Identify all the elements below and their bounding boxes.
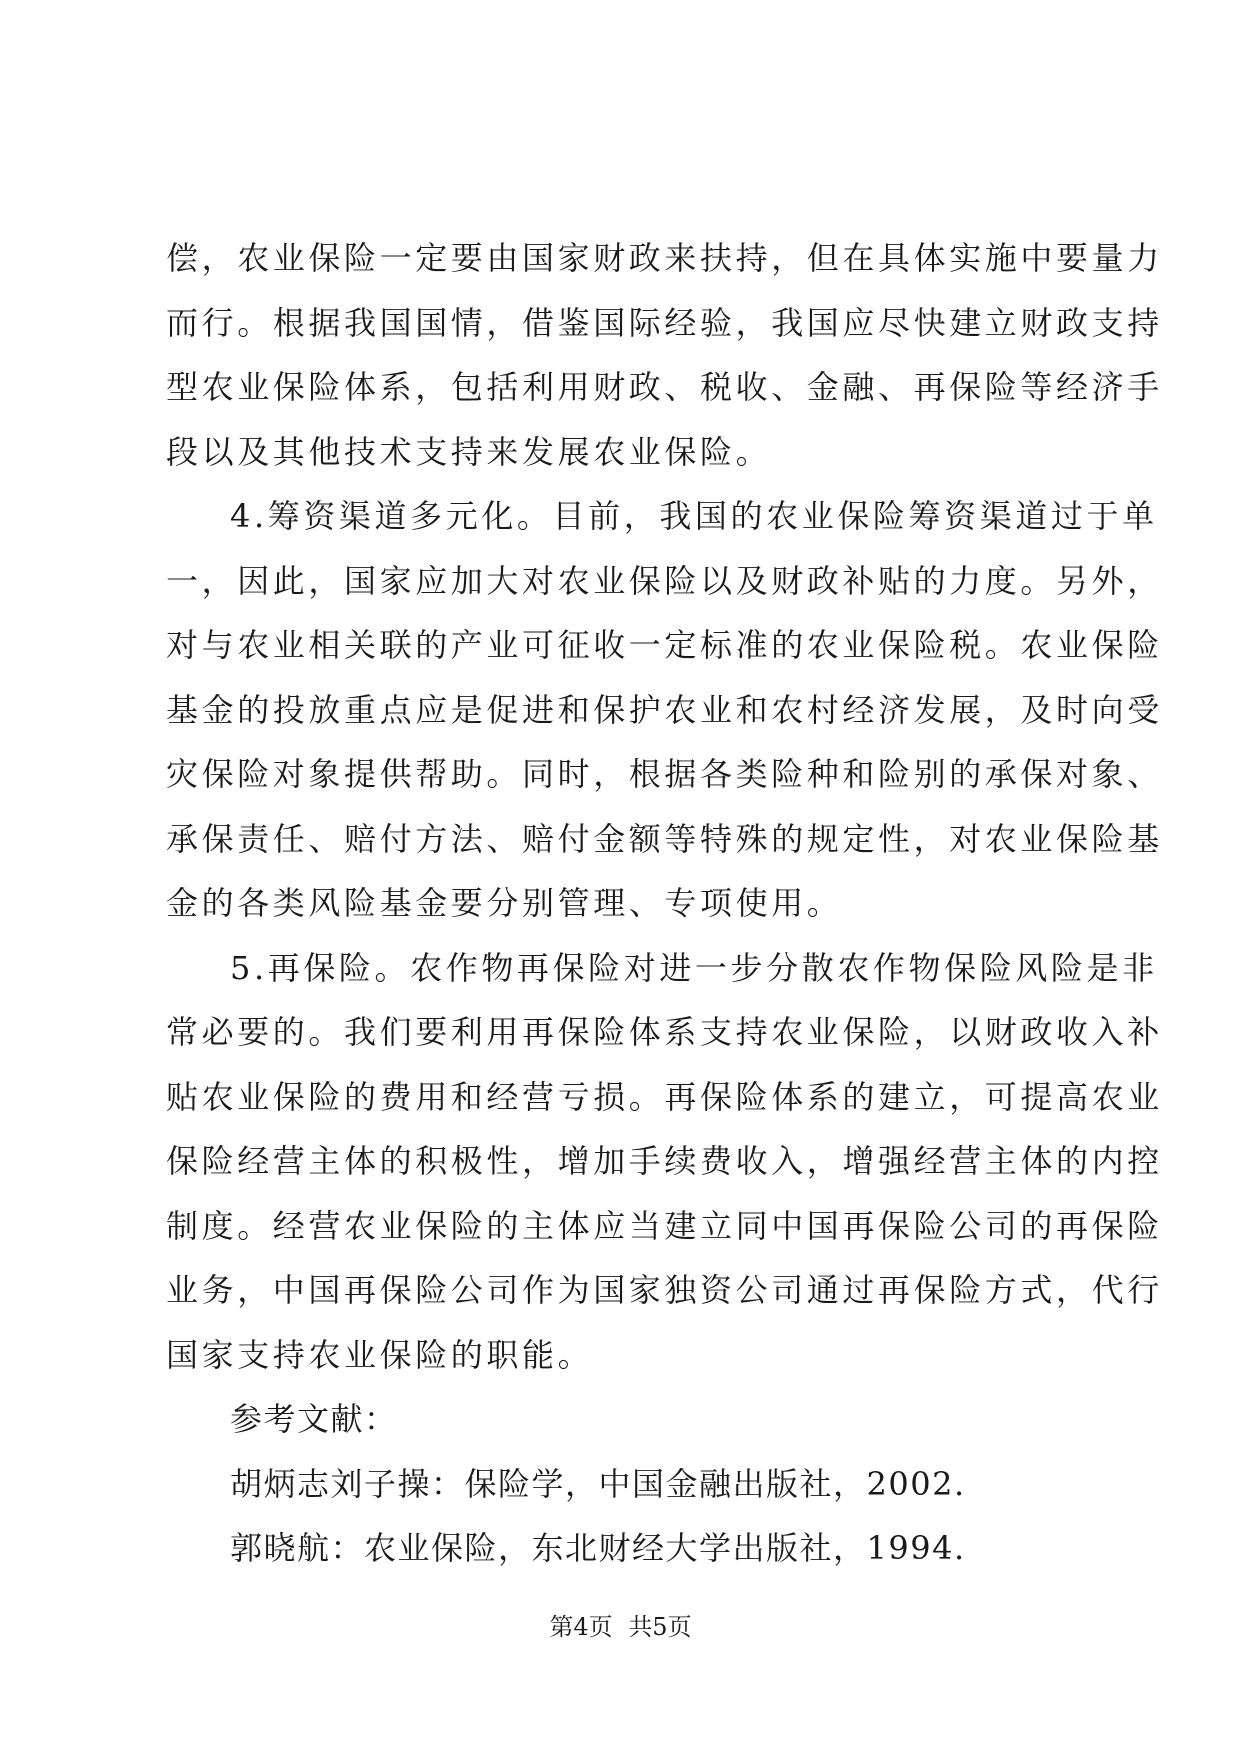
references-heading: 参考文献： <box>230 1400 398 1438</box>
body-line: 金的各类风险基金要分别管理、专项使用。 <box>166 884 843 922</box>
references-section <box>166 1387 1076 1581</box>
page-total: 共5页 <box>628 1613 692 1641</box>
document-body <box>166 226 1163 1581</box>
body-line: 保险经营主体的积极性，增加手续费收入，增强经营主体的内控 <box>166 1142 1163 1180</box>
body-line: 承保责任、赔付方法、赔付金额等特殊的规定性，对农业保险基 <box>166 819 1163 858</box>
paragraph-start-line: 4.筹资渠道多元化。目前，我国的农业保险筹资渠道过于单 <box>230 497 1158 535</box>
body-line: 基金的投放重点应是促进和保护农业和农村经济发展，及时向受 <box>166 690 1163 729</box>
body-line: 业务，中国再保险公司作为国家独资公司通过再保险方式，代行 <box>166 1271 1163 1309</box>
body-line: 国家支持农业保险的职能。 <box>166 1335 594 1374</box>
page-footer <box>0 1612 1241 1642</box>
body-line: 而行。根据我国国情，借鉴国际经验，我国应尽快建立财政支持 <box>166 303 1163 342</box>
paragraph-start-line: 5.再保险。农作物再保险对进一步分散农作物保险风险是非 <box>230 948 1158 987</box>
body-line: 一，因此，国家应加大对农业保险以及财政补贴的力度。另外， <box>166 561 1163 600</box>
reference-item: 胡炳志刘子操：保险学，中国金融出版社，2002. <box>230 1464 966 1503</box>
body-line: 段以及其他技术支持来发展农业保险。 <box>166 432 772 471</box>
reference-item: 郭晓航：农业保险，东北财经大学出版社，1994. <box>230 1529 966 1567</box>
body-line: 灾保险对象提供帮助。同时，根据各类险种和险别的承保对象、 <box>166 755 1163 793</box>
body-line: 制度。经营农业保险的主体应当建立同中国再保险公司的再保险 <box>166 1206 1163 1245</box>
body-line: 对与农业相关联的产业可征收一定标准的农业保险税。农业保险 <box>166 626 1163 664</box>
page-number: 第4页 <box>549 1613 613 1641</box>
body-line: 型农业保险体系，包括利用财政、税收、金融、再保险等经济手 <box>166 368 1163 406</box>
body-line: 贴农业保险的费用和经营亏损。再保险体系的建立，可提高农业 <box>166 1077 1163 1116</box>
body-line: 常必要的。我们要利用再保险体系支持农业保险，以财政收入补 <box>166 1013 1163 1051</box>
body-line: 偿，农业保险一定要由国家财政来扶持，但在具体实施中要量力 <box>166 239 1163 277</box>
